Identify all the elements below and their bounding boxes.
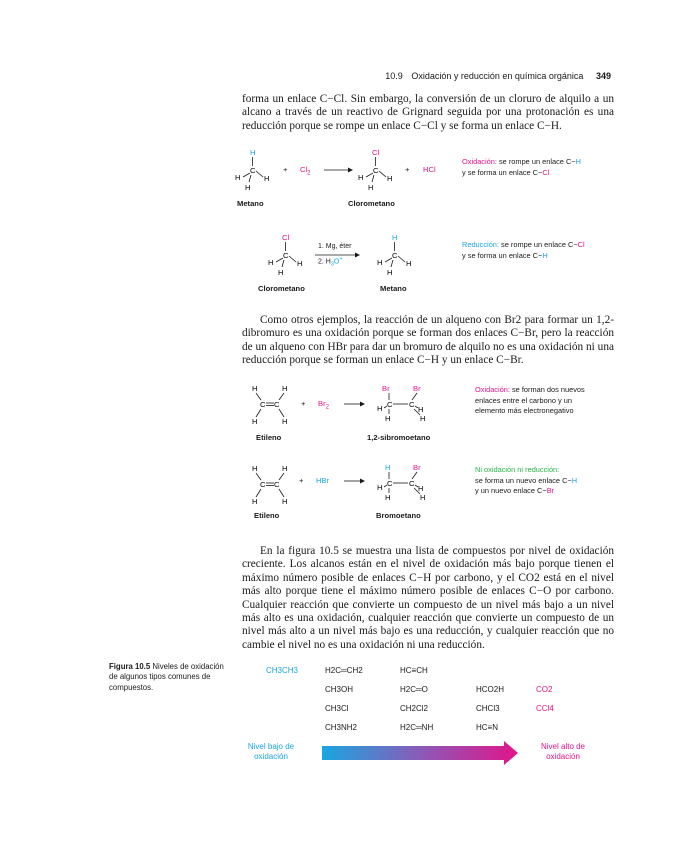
svg-text:H: H xyxy=(420,414,426,423)
svg-text:H: H xyxy=(387,268,393,277)
compound-name: 1,2-sibromoetano xyxy=(367,433,431,442)
byproduct-hcl: HCl xyxy=(423,165,436,174)
reaction-2 xyxy=(255,226,455,301)
svg-text:H: H xyxy=(282,497,288,506)
caption-label: Figura 10.5 xyxy=(109,662,151,671)
high-oxidation-label xyxy=(528,742,598,762)
section-number: 10.9 xyxy=(385,71,403,81)
reaction-1 xyxy=(230,140,460,220)
condition-2 xyxy=(318,256,343,268)
svg-text:H: H xyxy=(245,183,251,192)
reaction-4 xyxy=(240,460,470,530)
svg-text:Br: Br xyxy=(413,384,421,393)
svg-text:C: C xyxy=(274,400,280,409)
paragraph-2-text: Como otros ejemplos, la reacción de un alqueno con Br2 para formar un 1,2-dibromuro es una oxidación porque se forman dos enlaces C−Br, pero la reacción de un alqueno con HBr para dar un bromuro de alquilo no es una oxidación ni una reducción porque se forman un enlace C−H y un enlace C−Br. xyxy=(242,314,614,367)
compound-name: Etileno xyxy=(256,433,282,442)
svg-text:C: C xyxy=(409,400,415,409)
compound-level-2: CH3Cl xyxy=(325,704,349,713)
svg-text:H: H xyxy=(252,384,258,393)
compound-level-3: H2C═O xyxy=(400,685,428,694)
compound-level-2: CH3OH xyxy=(325,685,354,694)
svg-text:H: H xyxy=(385,414,391,423)
condition-text: éter xyxy=(337,243,352,250)
svg-text:C: C xyxy=(392,251,398,260)
svg-text:H: H xyxy=(377,483,383,492)
svg-text:C: C xyxy=(260,400,266,409)
note-label: Oxidación: xyxy=(462,157,497,166)
compound-name: Clorometano xyxy=(348,199,395,208)
svg-text:H: H xyxy=(282,464,288,473)
svg-text:H: H xyxy=(385,463,391,472)
note-text: enlaces entre el carbono y un xyxy=(475,395,572,405)
svg-text:Br: Br xyxy=(382,384,390,393)
paragraph-1-text: forma un enlace C−Cl. Sin embargo, la conversión de un cloruro de alquilo a un alcano a través de un reactivo de Grignard seguida por una protonación es una reducción porque se rompe un enlace C−Cl y se forma un enlace C−H. xyxy=(242,93,614,132)
svg-text:H: H xyxy=(377,404,383,413)
plus-sign: + xyxy=(301,399,306,408)
reaction-2-note xyxy=(462,240,612,261)
compound-level-5: CO2 xyxy=(536,685,553,694)
svg-text:H: H xyxy=(406,259,412,268)
low-label-line: oxidación xyxy=(254,752,288,761)
section-title: Oxidación y reducción en química orgánica xyxy=(411,71,584,81)
svg-text:H: H xyxy=(264,174,270,183)
reagent-subscript: 2 xyxy=(307,170,311,177)
reaction-2-structures xyxy=(255,226,455,286)
reaction-3 xyxy=(240,380,470,450)
page-number: 349 xyxy=(595,71,611,81)
svg-text:C: C xyxy=(387,400,393,409)
low-label-line: Nivel bajo de xyxy=(247,742,295,751)
compound-level-3: CH2Cl2 xyxy=(400,704,429,713)
svg-text:H: H xyxy=(420,493,426,502)
svg-text:H: H xyxy=(250,148,256,157)
svg-text:H: H xyxy=(278,268,284,277)
svg-text:H: H xyxy=(358,173,364,182)
reagent-hbr: HBr xyxy=(316,476,330,485)
reaction-3-note xyxy=(475,385,615,417)
note-atom: Cl xyxy=(542,167,550,177)
svg-text:H: H xyxy=(252,464,258,473)
note-label: Reducción: xyxy=(462,240,499,249)
plus-sign: + xyxy=(405,165,410,174)
compound-name: Metano xyxy=(380,284,407,293)
condition-text: O xyxy=(333,258,340,266)
svg-text:H: H xyxy=(268,258,274,267)
plus-sign: + xyxy=(299,476,304,485)
svg-text:Cl: Cl xyxy=(372,148,380,157)
reagent-text: Cl xyxy=(300,165,308,174)
reagent-subscript: 2 xyxy=(325,404,329,411)
compound-name: Bromoetano xyxy=(376,511,421,520)
note-label: Oxidación: xyxy=(475,385,510,394)
reaction-4-structures xyxy=(240,460,470,510)
condition-text: 2. H xyxy=(318,258,331,266)
note-text: se forma un nuevo enlace C− xyxy=(475,475,572,485)
high-label-line: Nivel alto de xyxy=(540,742,586,751)
compound-name: Etileno xyxy=(254,511,280,520)
svg-text:H: H xyxy=(418,405,424,414)
svg-text:H: H xyxy=(377,258,383,267)
svg-text:C: C xyxy=(409,479,415,488)
figure-caption xyxy=(109,662,229,693)
svg-text:Cl: Cl xyxy=(282,233,290,242)
note-atom: H xyxy=(542,250,548,260)
reagent-text: Br xyxy=(318,399,326,408)
compound-level-1: CH3CH3 xyxy=(266,666,299,675)
compound-name: Metano xyxy=(237,199,264,208)
paragraph-2 xyxy=(242,314,614,368)
compound-level-2: H2C═CH2 xyxy=(325,666,363,675)
compound-name: Clorometano xyxy=(258,284,305,293)
reagent-cl2 xyxy=(300,165,311,177)
caption-text: Niveles de oxidación de algunos tipos comunes de compuestos. xyxy=(109,662,224,692)
note-text: se rompe un enlace C− xyxy=(501,240,578,249)
compound-level-3: H2C═NH xyxy=(400,723,434,732)
note-text: elemento más electronegativo xyxy=(475,406,574,415)
svg-text:H: H xyxy=(252,497,258,506)
note-label: Ni oxidación ni reducción: xyxy=(475,465,560,474)
compound-level-5: CCl4 xyxy=(536,704,554,713)
svg-text:C: C xyxy=(250,166,256,175)
svg-text:H: H xyxy=(282,417,288,426)
low-oxidation-label xyxy=(236,742,306,762)
note-text: se rompe un enlace C− xyxy=(498,157,576,166)
note-atom: H xyxy=(575,157,581,166)
svg-text:Br: Br xyxy=(413,463,421,472)
condition-subscript: 3 xyxy=(330,261,334,268)
condition-text: 1. Mg, xyxy=(318,243,338,250)
paragraph-3-text: En la figura 10.5 se muestra una lista de compuestos por nivel de oxidación creciente. Los alcanos están en el nivel de oxidación más bajo porque tienen el máximo número posible de enlaces C−H por carbono, y el CO2 está en el nivel más alto porque tiene el máximo número posible de enlaces C−O por carbono. Cualquier reacción que convierte un compuesto de un nivel más bajo a un nivel más alto es una oxidación, cualquier reacción que convierte un compuesto de un nivel más alto a un nivel más bajo es una reducción, y cualquier reacción que no cambie el nivel no es una oxidación ni una reducción. xyxy=(242,545,614,651)
reaction-1-note xyxy=(462,157,612,178)
reaction-1-structures xyxy=(230,140,460,210)
svg-text:C: C xyxy=(387,479,393,488)
svg-text:C: C xyxy=(283,251,289,260)
running-header xyxy=(385,71,611,81)
svg-text:C: C xyxy=(274,480,280,489)
svg-text:H: H xyxy=(235,173,241,182)
compound-level-4: HC≡N xyxy=(476,723,498,732)
compound-level-4: HCO2H xyxy=(476,685,505,694)
note-atom: Br xyxy=(546,486,555,495)
reaction-4-note xyxy=(475,465,615,497)
svg-text:C: C xyxy=(373,166,379,175)
svg-text:H: H xyxy=(297,259,303,268)
note-text: se forman dos nuevos xyxy=(511,385,585,394)
high-label-line: oxidación xyxy=(546,752,580,761)
note-text: y se forma un enlace C− xyxy=(462,250,543,260)
svg-text:H: H xyxy=(282,384,288,393)
oxidation-level-arrow xyxy=(322,740,522,766)
svg-text:C: C xyxy=(260,480,266,489)
paragraph-1 xyxy=(242,93,614,133)
svg-text:H: H xyxy=(392,233,398,242)
plus-sign: + xyxy=(283,165,288,174)
compound-level-4: CHCl3 xyxy=(476,704,500,713)
note-text: y se forma un enlace C− xyxy=(462,167,543,177)
compound-level-2: CH3NH2 xyxy=(325,723,358,732)
svg-text:H: H xyxy=(418,484,424,493)
note-text: y un nuevo enlace C− xyxy=(475,486,547,495)
svg-text:H: H xyxy=(387,174,393,183)
svg-text:H: H xyxy=(252,417,258,426)
reagent-br2 xyxy=(318,399,329,411)
paragraph-3 xyxy=(242,545,614,652)
svg-text:H: H xyxy=(385,493,391,502)
plus-charge: + xyxy=(339,256,343,262)
reaction-3-structures xyxy=(240,380,470,430)
note-atom: Cl xyxy=(577,240,585,249)
note-atom: H xyxy=(571,475,578,485)
svg-text:H: H xyxy=(368,183,374,192)
compound-level-3: HC≡CH xyxy=(400,666,428,675)
condition-1 xyxy=(318,243,351,250)
